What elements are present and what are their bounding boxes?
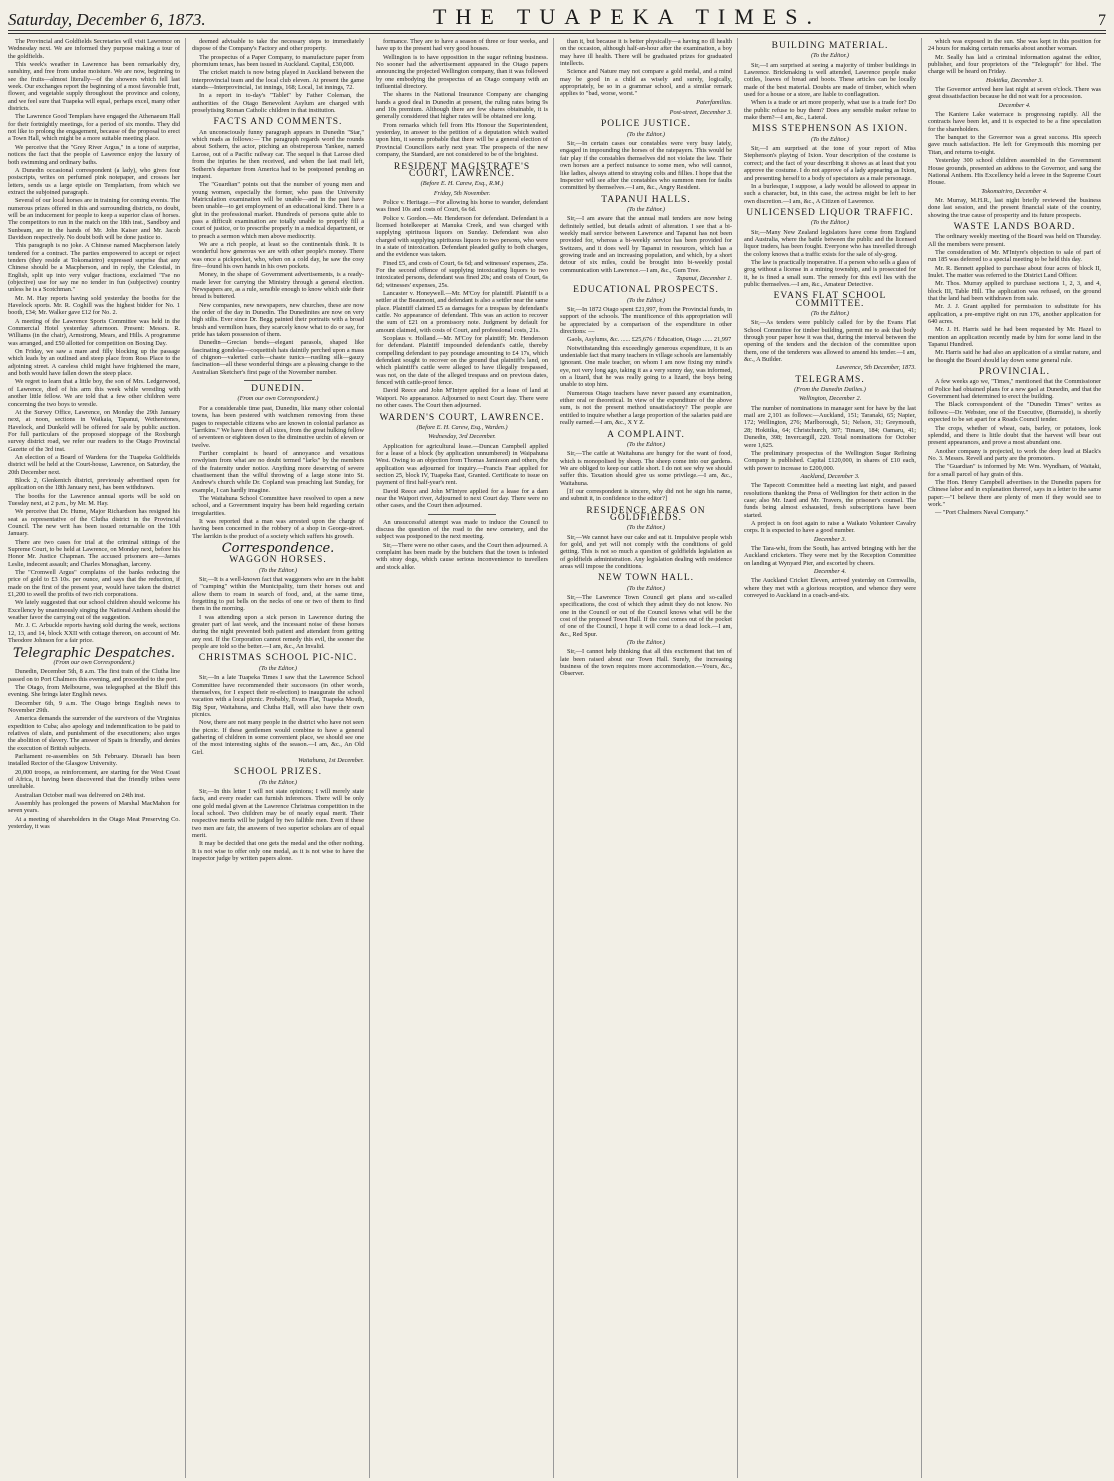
article-paragraph: The Tara-whi, from the South, has arrived bringing with her the Auckland cricketers. They were met by the Reception Committee on landing at Wynyard Pier, and escorted by cheers. (744, 544, 916, 567)
article-paragraph: Wellington is to have opposition in the sugar refining business. No sooner had the advertisement appeared in the Otago papers announcing the projected Wellington company, than it was followed by one embodying the prospectus of an Otago company with an influential directory. (376, 53, 548, 91)
section-subheading: Wednesday, 3rd December. (428, 433, 496, 441)
article-paragraph: This paragraph is no joke. A Chinese named Macpherson lately tendered for a contract. The parties empowered to accept or reject tenders (they reside at Tokomairiro) expressed surprise that any Chinese should be a Macpherson, and in reply, the Celestial, in English, split up into very vulgar fractions, exclaimed "I'se no (objective) use for say me no tender in fun (subjective) country unless he is a Scotchman." (8, 242, 180, 294)
article-paragraph: Sir,—There were no other cases, and the Court then adjourned. A complaint has been made by the butchers that the town is infested with stray dogs, which cause serious inconvenience to travellers and stock alike. (376, 541, 548, 571)
column-5 (744, 38, 922, 1478)
section-heading: FACTS AND COMMENTS. (213, 117, 343, 128)
article-paragraph: Dunedin, December 5th, 8 a.m. The first train of the Clutha line passed on to Port Chalmers this evening, and proceeded to the port. (8, 668, 180, 683)
article-paragraph: Application for agricultural lease.—Duncan Campbell applied for a lease of a block (by application unnumbered) in Waipahuna West. Owing to an objection from Thomas Jamieson and others, the application was adjourned for inquiry.—Francis Fear applied for section 25, block IV, Tuapeka East, Granted. Certificate to issue on payment of first half-year's rent. (376, 442, 548, 487)
section-subheading: (To the Editor.) (626, 524, 666, 532)
signature-line: Lawrence, 5th December, 1873. (836, 364, 916, 372)
article-paragraph: The consideration of Mr. M'Intyre's objection to sale of part of run 185 was deferred to a special meeting to be held this day. (928, 248, 1101, 264)
article-paragraph: Mr. J. H. Harris said he had been requested by Mr. Hazel to mention an application recently made by him for some land in the Tapanui Hundred. (928, 326, 1101, 349)
section-heading: NEW TOWN HALL. (597, 573, 695, 584)
article-paragraph: The Auckland Cricket Eleven, arrived yesterday on Cornwallis, where they met with a glorious reception, and whence they were conveyed to Auckland in a coach-and-six. (744, 577, 916, 600)
article-paragraph: The Provincial and Goldfields Secretaries will visit Lawrence on Wednesday next. We are informed they purpose making a tour of the goldfields. (8, 38, 180, 60)
section-heading: SCHOOL PRIZES. (233, 767, 323, 778)
section-subheading: (To the Editor.) (810, 310, 850, 317)
article-paragraph: The "Cromwell Argus" complains of the banks reducing the price of gold to £3 10s. per ounce, and says that the reduction, if made on the first of the present year, would have taken the district £1,200 to swell the profits of two rich corporations. (8, 569, 180, 599)
article-paragraph: We lately suggested that our school children should welcome his Excellency by unanimously singing the National Anthem should the weather favor the carrying out of the suggestion. (8, 599, 180, 622)
article-paragraph: Sir,—The cattle at Waitahuna are hungry for the want of food, which is monopolised by sheep. The sheep come into our gardens. We are obliged to keep our cattle short. I do not see why we should suffer this. Taxation should give us some privilege.—I am, &c., Waitahuna. (560, 450, 732, 487)
article-paragraph: In a burlesque, I suppose, a lady would be allowed to appear in such a character, but, in this case, the actress might be left to her own discretion.—I am, &c., A Citizen of Lawrence. (744, 182, 916, 205)
article-paragraph: Notwithstanding this exceedingly generous expenditure, it is an undeniable fact that many teachers in village schools are lamentably ignorant. One male teacher, on whom I am now fixing my mind's eye, not very long ago, taking it as a very sunny day, was informed, on a lizard, that he was really going to a lizard, the boys being unable to stop him. (560, 344, 732, 389)
article-paragraph: Mr. J. J. Grant applied for permission to substitute for his application, a pre-emptive right on run 176, another application for 640 acres. (928, 303, 1101, 326)
article-paragraph: Sir,—I am aware that the annual mail tenders are now being definitely settled, but details admit of alteration. I see that a bi-weekly mail service between Lawrence and Tapanui has not been provided for, whereas a bi-weekly service has been provided for Switzers, and it does well by Tapanui in resources, which has a growing trade and an increasing population, and which, by a short detour of six miles, could be brought into bi-weekly postal communication with Lawrence.—I am, &c., Gum Tree. (560, 215, 732, 274)
section-divider (428, 514, 497, 515)
article-paragraph: Block 2, Glenkenich district, previously advertised open for application on the 18th January next, has been withdrawn. (8, 476, 180, 492)
article-paragraph: An unconsciously funny paragraph appears in Dunedin "Star," which reads as follows:— The paragraph regards word the rounds about Sothern, the actor, pitching an obstreperous Yankee, named Larose, out of a Pacific railway car. The sequel is that Larose died from the injuries he then received, and when the last mail left, Sothern's departure from America had to be postponed pending an inquest. (192, 128, 364, 180)
article-paragraph: Australian October mail was delivered on 24th inst. (15, 791, 146, 799)
article-paragraph: Fined £5, and costs of Court, 6s 6d; and witnesses' expenses, 25s. For the second offence of supplying intoxicating liquors to two intoxicated persons, defendant was fined 20s; and costs of Court, 6s 6d; witnesses' expenses, 25s. (376, 259, 549, 289)
article-paragraph: than it, but because it is better physically—a having no ill health on the occasion, although half-an-hour after the examination, a boy may have ill health. There will be graduated prizes for graduated intellects. (560, 38, 732, 68)
article-paragraph: formance. They are to have a season of three or four weeks, and have up to the present had very good houses. (376, 38, 548, 53)
article-paragraph: deemed advisable to take the necessary steps to immediately dispose of the Company's Factory and other property. (192, 38, 364, 53)
article-paragraph: The cricket match is now being played in Auckland between the interprovincial team and the local club eleven. At present the game stands—Interprovincial, 1st innings, 168; Local, 1st innings, 72. (192, 69, 364, 92)
article-paragraph: Sir,—In this letter I will not state opinions; I will merely state facts, and every reader can furnish inferences. There will be only one gold medal given at the Lawrence Christmas competition in the local school. Two children may be of nearly equal merit. Their respective merits will be judged by two fallible men. Even if these two men are fair, the answers of two superior scholars are of equal merit. (192, 787, 364, 840)
article-paragraph: At the Survey Office, Lawrence, on Monday the 29th January next, at noon, sections in Waikaia, Tapanui, Wetherstones, Havelock, and Dunkeld will be offered for sale by public auction. For full particulars of the proposed stoppage of the Roxburgh survey district road, we refer our readers to the Otago Provincial Gazette of the 3rd inst. (8, 408, 180, 453)
section-subheading: Wellington, December 2. (798, 395, 862, 403)
section-heading: WAGGON HORSES. (229, 555, 327, 566)
signature-line: Paterfamilias. (696, 98, 732, 106)
article-paragraph: Mr. Harris said he had also an application of a similar nature, and he thought the Board should lay down some general rule. (928, 349, 1101, 364)
section-heading: EVANS FLAT SCHOOL COMMITTEE. (773, 291, 887, 309)
article-paragraph: Numerous Otago teachers have never passed any examination, either oral or theoretical. In view of the expenditure of the above sum, is not the present method unsatisfactory? The people are entitled to inquire whether a large proportion of the salaries paid are really earned.—I am, &c., X Y Z. (560, 389, 732, 427)
article-paragraph: Sir,—As tenders were publicly called for by the Evans Flat School Committee for timber building, permit me to ask that body through your paper how it was that, during the interval between the opening of the tenders and the decision of the committee upon them, one of the tenderers was allowed to amend his tender.—I am, &c., A Builder. (744, 319, 916, 364)
signature-line: Waitahuna, 1st December. (298, 756, 364, 764)
article-paragraph: Money, in the shape of Government advertisements, is a ready-made lever for carrying the Ministry through a general election. Newspapers are, as a rule, sensible enough to know which side their bread is buttered. (192, 271, 364, 301)
section-subheading: (From the Dunedin Dailies.) (794, 386, 866, 394)
article-paragraph: Mr. Thos. Murray applied to purchase sections 1, 2, 3, and 4, block III, Table Hill. The application was refused, on the ground that the land had been withdrawn from sale. (928, 280, 1101, 302)
article-paragraph: It may be decided that one gets the medal and the other nothing. It is not wise to offer only one medal, as it is not wise to have the inspector judge by written papers alone. (192, 840, 364, 863)
column-6 (928, 38, 1106, 1478)
article-paragraph: The ordinary weekly meeting of the Board was held on Thursday. All the members were present. (928, 233, 1101, 248)
article-paragraph: Sir,—Many New Zealand legislators have come from England and Australia, where the battle between the public and the licensed liquor traders, has been fought. Everyone who has travelled through the colony knows that a traffic exists for the sale of sly-grog. (744, 228, 916, 258)
article-paragraph: A Dunedin occasional correspondent (a lady), who gives four postscripts, writes on perfumed pink notepaper, and crosses her letters, sends us a large epistle on Templarism, from which we extract the subjoined paragraph. (8, 166, 180, 196)
article-paragraph: Mr. J. C. Arbuckle reports having sold during the week, sections 12, 13, and 14, block XXII with cottage thereon, on account of Mr. Theodore Johnson for a fair price. (8, 622, 180, 645)
article-paragraph: The booths for the Lawrence annual sports will be sold on Tuesday next, at 2 p.m., by Mr. M. Hay. (8, 492, 180, 507)
article-paragraph: 20,000 troops, as reinforcement, are starting for the West Coast of Africa, it having been discovered that the friendly tribes were unreliable. (8, 768, 180, 791)
section-subheading: December 3. (813, 535, 847, 543)
article-paragraph: This week's weather in Lawrence has been remarkably dry, sunshiny, and free from undue moisture. We are now, beginning to see the fruits—almost literally—of the showers which fell last week. Our exchanges report the beginning of a most favorable fruit, flower, and vegetable supply throughout the province and colony, and we feel sure that Tuapeka will equal, perhaps excel, many other districts. (8, 61, 180, 113)
article-paragraph: We perceive that the "Grey River Argus," in a tone of surprise, notices the fact that the people of Lawrence enjoy the luxury of both swimming and ordinary baths. (8, 143, 180, 166)
article-paragraph: Sir,—In a late Tuapeka Times I saw that the Lawrence School Committee have recommended their successors (in other words, themselves, for I expect their re-election) to inaugurate the school vacation with a local picnic. Probably, Evans Flat, Tuapeka Mouth, Big Spur, Waitahuna, and Clutha Hall, will also have their own picnics. (192, 674, 364, 718)
section-subheading: (To the Editor.) (810, 52, 850, 60)
section-heading: UNLICENSED LIQUOR TRAFFIC. (746, 207, 914, 218)
article-paragraph: Science and Nature may not compare a gold medal, and a mind may be good in a child as wisely and surely, logically, appropriately, be so in a grammar school, and a similar remark applies to "bad, worse, worst." (560, 68, 732, 98)
section-heading: EDUCATIONAL PROSPECTS. (573, 285, 719, 296)
article-paragraph: Another company is projected, to work the deep lead at Black's No. 3. Messrs. Revell and party are the promoters. (928, 447, 1101, 462)
section-heading: POLICE JUSTICE. (601, 119, 691, 130)
column-2 (192, 38, 370, 1478)
section-heading: PROVINCIAL. (979, 367, 1050, 378)
article-paragraph: The law is practically inoperative. If a person who sells a glass of grog without a license in a mining township, and is prosecuted for it, he is fined a small sum. The remedy for this evil lies with the public themselves.—I am, &c., Amateur Detective. (744, 258, 916, 288)
article-paragraph: Lancaster v. Honeywell.—Mr. M'Coy for plaintiff. Plaintiff is a settler at the Beaumont, and defendant is also a settler near the same place. Plaintiff claimed £5 as damages for a trespass by defendant's cattle. No appearance of defendant. This was an action to recover the sum of £21 on a promissory note. Judgment by default for amount claimed, with costs of Court, and professional costs, 21s. (376, 290, 548, 334)
article-paragraph: An election of a Board of Wardens for the Tuapeka Goldfields district will be held at the Court-house, Lawrence, on Saturday, the 20th December next. (8, 453, 180, 476)
article-paragraph: Several of our local horses are in training for coming events. The numerous prizes offered in this and surrounding districts, no doubt, will be an inducement for people to keep a superior class of horses. The competitors to run in the match on the 18th inst., Sandboy and Sunbeam, are in the hands of Mr. John Kaiser and Mr. Jacob Davidson respectively. No doubt both will be done justice to. (8, 197, 180, 241)
article-paragraph: For a considerable time past, Dunedin, like many other colonial towns, has been pestered with watchmen removing from these pages to respectable citizens who are known in colonial parlance as "larrikins." We have them of all sizes, from the great hulking fellow of seventeen or eighteen down to the diminutive urchin of eleven or twelve. (192, 404, 364, 449)
article-paragraph: An unsuccessful attempt was made to induce the Council to discuss the question of the road to the new cemetery, and the subject was postponed to the next meeting. (376, 518, 548, 541)
masthead (8, 6, 1106, 31)
masthead-rule (8, 33, 1106, 34)
article-paragraph: I was attending upon a sick person in Lawrence during the greater part of last week, and the incessant noise of these horses during the night prevented both patient and attendant from getting any rest. If the Corporation cannot remedy this evil, the sooner the people are told so the better.—I am, &c., An Invalid. (192, 613, 364, 651)
article-paragraph: Mr. Murray, M.H.R., last night briefly reviewed the business done last session, and the present financial state of the country, showing the true cause of prosperity and its future prospects. (928, 196, 1101, 219)
article-paragraph: America demands the surrender of the survivors of the Virginius expedition to Cuba; also apology and indemnification to be paid to relatives of slain, and punishment of the executioners; also urges the abolition of slavery. The answer of Spain is friendly, and denies the execution of British subjects. (8, 715, 180, 752)
section-heading: WASTE LANDS BOARD. (953, 221, 1076, 232)
section-subheading: (To the Editor.) (626, 584, 666, 592)
article-paragraph: Dunedin—Grecian bends—elegant parasols, shaped like fascinating gondolas—coquettish hats daintily perched upon a mass of chignon—valerted curls—chaste tunics—rustling silk—gauzy fascination—all these wonderful things are a pleasing change to the Australian Sketcher's first page of the November number. (192, 339, 364, 376)
article-paragraph: David Reece and John M'Intyre applied for a lease of land at Waipori. No appearance. Adjourned to next Court day. There were no other cases. The Court then adjourned. (376, 387, 548, 410)
section-heading-large: Telegraphic Despatches. (13, 645, 175, 661)
column-1 (8, 38, 186, 1478)
article-paragraph: Yesterday 300 school children assembled in the Government House grounds, presented an address to the Governor, and sang the National Anthem. His Excellency held a levee in the Supreme Court House. (928, 157, 1101, 187)
section-heading: MISS STEPHENSON AS IXION. (752, 124, 908, 135)
article-paragraph: Parliament re-assembles on 5th February. Disraeli has been installed Rector of the Glasgow University. (8, 752, 180, 768)
section-subheading: (To the Editor.) (626, 296, 666, 304)
section-subheading: (To the Editor.) (626, 205, 666, 213)
article-paragraph: The "Guardian" points out that the number of young men and young women, especially the former, who pass the University Matriculation examination will be unable—and in the past have been unable—to get employment of an educational kind. There is a glut in the professional market. Hundreds of persons quite able to pass a difficult examination are totally unable to properly fill a court of justice, or to prescribe properly in a medical department, or to preach a sermon which men above mediocrity. (192, 181, 364, 240)
article-paragraph: There are two cases for trial at the criminal sittings of the Supreme Court, to be held at Lawrence, on Monday next, before his Honor Mr. Justice Chapman. The accused prisoners are—James Leslie, indecent assault; and Charles Monaghan, larceny. (8, 538, 180, 568)
section-subheading: (To the Editor.) (258, 664, 298, 672)
article-paragraph: Police v. Heritage.—For allowing his horse to wander, defendant was fined 10s and costs of Court, 6s 6d. (376, 198, 548, 214)
article-paragraph: A few weeks ago we, "Times," mentioned that the Commissioner of Police had obtained plans for a new gaol at Dunedin, and that the Government had determined to erect the building. (928, 378, 1101, 401)
section-subheading: (To the Editor.) (258, 778, 298, 786)
article-paragraph: From remarks which fell from His Honour the Superintendent, yesterday, in answer to the petition of a deputation which waited upon him, it seems probable that there will be a general election of Provincial Councillors early next year. The prospects of the new company, the Standard, are not considered to be of the brightest. (376, 121, 548, 159)
article-paragraph: We perceive that Dr. Hume, Major Richardson has resigned his seat as representative of the Clutha district in the Provincial Council. The new writ has been issued returnable on the 10th January. (8, 508, 180, 538)
article-paragraph: The Tapecott Committee held a meeting last night, and passed resolutions thanking the Press of Wellington for their action in the case; also Mr. Izard and Mr. Travers, the prisoner's counsel. The funds being almost exhausted, fresh subscriptions have been started. (744, 482, 916, 519)
section-divider (244, 380, 313, 381)
section-subheading: Friday, 5th November. (433, 189, 491, 197)
section-heading: CHRISTMAS SCHOOL PIC-NIC. (198, 653, 358, 664)
section-subheading: (To the Editor.) (810, 219, 850, 227)
article-paragraph: Sir,—I am surprised at the tone of your report of Miss Stephenson's playing of Ixion. Your description of the costume is correct; and the fact of your describing it shows as at least that you approve the costume. I do not approve of a lady appearing as Ixion, and presenting herself to a body of spectators as a male personage. (744, 145, 916, 182)
article-paragraph: The Kaniere Lake waterrace is progressing rapidly. All the contracts have been let, and it is expected to be a fine speculation for the shareholders. (928, 111, 1101, 133)
section-subheading: (To the Editor.) (258, 566, 298, 574)
article-paragraph: The number of nominations in manager sent for have by the last mail are 2,101 as follows:—Auckland, 151; Taranaki, 65; Napier, 172; Wellington, 276; Marlborough, 51; Nelson, 31; Greymouth, 28; Hokitika, 64; Christchurch, 307; Timaru, 184; Oamaru, 41; Dunedin, 398; Invercargill, 220. Total nominations for October were 1,625. (744, 404, 916, 449)
article-paragraph: David Reece and John M'Intyre applied for a lease for a dam near the Waipori river, Adjourned to next Court day. There were no other cases, and the Court then adjourned. (376, 487, 548, 510)
columns (8, 38, 1106, 1478)
article-paragraph: Now, there are not many people in the district who have not seen the picnic. If these gentlemen would combine to have a general gathering of children in some convenient place, we should see one of the most interesting sights of the season.—I am, &c., An Old Girl. (192, 719, 364, 756)
section-subheading: (Before E. H. Carew, Esq., Warden.) (416, 423, 508, 431)
article-paragraph: The banquet to the Governor was a great success. His speech gave much satisfaction. He left for Greymouth this morning per Titan, and returns to-night. (928, 134, 1101, 156)
section-subheading: (From our own Correspondent.) (53, 658, 135, 666)
section-heading: DUNEDIN. (251, 384, 305, 395)
section-subheading: December 4. (998, 101, 1031, 109)
section-heading: TELEGRAMS. (795, 374, 865, 385)
article-paragraph: We are a rich people, at least so the continentals think. It is wonderful how generous we are with other people's money. There was once a pickpocket, who, when on a cold day, he saw the cosy fire—found his own hands in his own pockets. (192, 240, 364, 270)
article-paragraph: The Waitahuna School Committee have resolved to open a new school, and a Government inquiry has been held regarding certain irregularities. (192, 494, 364, 517)
article-paragraph: [If our correspondent is sincere, why did not he sign his name, and submit it, in confidence to the editor?] (560, 487, 732, 503)
section-subheading: December 4. (813, 568, 847, 575)
section-heading: RESIDENT MAGISTRATE'S COURT, LAWRENCE. (393, 161, 531, 179)
article-paragraph: The prospectus of a Paper Company, to manufacture paper from phormium tenax, has been issued in Auckland. Capital, £30,000. (192, 53, 364, 69)
article-paragraph: In a report in to-day's "Tablet" by Father Coleman, the authorities of the Otago Benevolent Asylum are charged with proselytising Roman Catholic children in that institution. (192, 92, 364, 115)
article-paragraph: Mr. M. Hay reports having sold yesterday the booths for the Havelock sports. Mr. R. Coghill was the highest bidder for No. 1 booth, £34; Mr. Walker gave £12 for No. 2. (8, 294, 180, 317)
article-paragraph: A project is on foot again to raise a Waikato Volunteer Cavalry corps. It is expected to have a good number. (744, 519, 916, 535)
article-paragraph: Mr. R. Bennett applied to purchase about four acres of block II, Inulet. The matter was referred to the District Land Officer. (928, 264, 1101, 279)
article-paragraph: The Black correspondent of the "Dunedin Times" writes as follows:—Dr. Webster, one of the Executive, (Burnside), is shortly expected to be set apart for a Roads Council tender. (928, 401, 1101, 424)
section-subheading: Hokitika, December 3. (985, 76, 1043, 84)
article-paragraph: December 6th, 9 a.m. The Otago brings English news to November 29th. (8, 699, 180, 714)
article-paragraph: — "Port Chalmers Naval Company." (935, 509, 1029, 517)
article-paragraph: The crops, whether of wheat, oats, barley, or potatoes, look splendid, and there is little doubt that the harvest will bear out present appearances, and prove a most abundant one. (928, 424, 1101, 447)
section-subheading: (To the Editor.) (626, 440, 666, 448)
article-paragraph: Sir,—I cannot help thinking that all this excitement that ten of late been raised about our Town Hall. Surely, the increasing business of the town requires more accommodation.—Yours, &c., Observer. (560, 648, 732, 678)
section-heading-large: Correspondence. (221, 541, 335, 556)
article-paragraph: The Hon. Henry Campbell advertises in the Dunedin papers for Chinese labor and in explanation thereof, says in a letter to the same paper:—"I believe there are plenty of men if they would see to work." (928, 478, 1101, 508)
article-paragraph: The preliminary prospectus of the Wellington Sugar Refining Company is published. Capital £120,000, in shares of £10 each, with power to increase to £200,000. (744, 449, 916, 472)
signature-line: Post-street, December 3. (669, 109, 732, 117)
article-paragraph: The Lawrence Good Templars have engaged the Athenaeum Hall for their fortnightly meetings, for a period of six months. They did not like to prolong the engagement, because of the proposal to erect a Town Hall, which might be a more suitable meeting place. (8, 113, 180, 143)
column-4 (560, 38, 738, 1478)
article-paragraph: The "Guardian" is informed by Mr. Wm. Wyndham, of Waitaki, for a small parcel of hay grain of this. (928, 463, 1101, 478)
section-heading: WARDEN'S COURT, LAWRENCE. (379, 412, 545, 423)
section-heading: BUILDING MATERIAL. (771, 41, 889, 51)
section-heading: RESIDENCE AREAS ON GOLDFIELDS. (586, 505, 706, 523)
section-heading: TAPANUI HALLS. (601, 194, 691, 205)
article-paragraph: It was reported that a man was arrested upon the charge of having been concerned in the robbery of a shop in George-street. The larrikin is the product of a society which suffers his growth. (192, 517, 364, 540)
article-paragraph: Sir,—We cannot have our cake and eat it. Impulsive people wish for gold, and yet will not comply with the conditions of gold getting. This is not so much a question of goldfields legislation as of goldfields administration. Any legislation dealing with residence areas will impose the conditions. (560, 533, 732, 570)
page-number: 7 (1098, 12, 1106, 29)
article-paragraph: Sir,—It is a well-known fact that waggoners who are in the habit of "camping" within the Municipality, turn their horses out and allow them to roam in search of food, and, at the same time, forgetting to put bells on the necks of one or two of them to find them in the morning. (192, 576, 364, 613)
article-paragraph: Scoplaus v. Holland.—Mr. M'Coy for plaintiff; Mr. Henderson for defendant. Plaintiff impounded defendant's cattle, thereby compelling defendant to pay poundage amounting to £4 17s, which defendant sought to recover on the ground that plaintiff's land, on which plaintiff's cattle were alleged to have illegally trespassed, was not, on the date of the alleged trespass and on previous dates, fenced with cattle-proof fence. (376, 335, 548, 387)
article-paragraph: Assembly has prolonged the powers of Marshal MacMahon for seven years. (8, 800, 180, 815)
article-paragraph: Mr. Seally has laid a criminal information against the editor, publisher, and four proprietors of the "Telegraph" for libel. The charge will be heard on Friday. (928, 53, 1101, 76)
article-paragraph: Further complaint is heard of annoyance and vexatious rowdyism from what are no doubt termed "larks" by the members of the fraternity under notice. Anything more deserving of severe chastisement than the wilful throwing of a large stone into St. Andrew's church while Dr. Copland was preaching last Sunday, for example, I can hardly imagine. (192, 449, 364, 494)
section-subheading: (To the Editor.) (626, 130, 666, 138)
newspaper-title: THE TUAPEKA TIMES. (433, 4, 821, 29)
article-paragraph: We regret to learn that a little boy, the son of Mrs. Ledgerwood, of Lawrence, died of his arm this week while wrestling with another little fellow. We are told that a few other children were concerning the two boys to wrestle. (8, 378, 180, 408)
article-paragraph: A meeting of the Lawrence Sports Committee was held in the Commercial Hotel yesterday afternoon. Present: Messrs. R. Williams (in the chair), Armstrong, Mears, and Hills. A programme was arranged, and £50 allotted for competition on Boxing Day. (8, 317, 180, 347)
section-subheading: (To the Editor.) (626, 639, 666, 647)
article-paragraph: On Friday, we saw a mare and filly blocking up the passage which leads by an outlined and steep place from Ross Place to the adjoining street. A careless child might have frightened the mare, and both would have fallen down the steep place. (8, 348, 180, 378)
article-paragraph: which was exposed in the sun. She was kept in this position for 24 hours for making certain remarks about another woman. (928, 38, 1101, 53)
section-subheading: (From our own Correspondent.) (237, 395, 319, 403)
section-subheading: (To the Editor.) (810, 135, 850, 143)
article-paragraph: Gaols, Asylums, &c. ...... £25,676 / Education, Otago ...... 21,997 (567, 336, 732, 344)
section-heading: A COMPLAINT. (607, 429, 685, 440)
article-paragraph: At a meeting of shareholders in the Otago Meat Preserving Co. yesterday, it was (8, 815, 180, 831)
section-subheading: Tokomairiro, December 4. (981, 187, 1048, 195)
section-subheading: (Before E. H. Carew, Esq., R.M.) (420, 180, 504, 188)
article-paragraph: Sir,—I am surprised at seeing a majority of timber buildings in Lawrence. Brickmaking is well attended, Lawrence people make cottles, loaves of bread and boots. These articles can be locally made of the best material. Doubts are made of timber, which when used for a house or a store, are liable to conflagration. (744, 61, 916, 99)
article-paragraph: Sir,—In certain cases our constables were very busy lately, engaged in impounding the horses of the ratepayers. This would be fair play if the constables themselves did not violate the law. Their own horses are a perfect nuisance to some men, who will cannot, like ladies, always attend to straying colts and fillies. I hope that the Inspector will see after the constables who summon men for faults committed by themselves.—I am, &c., Angry Resident. (560, 140, 732, 192)
column-3 (376, 38, 554, 1478)
article-paragraph: When is a trade or art more properly, what use is a trade for? Do the public refuse to buy them? Does any sensible maker refuse to make them?—I am, &c., Lateral. (744, 99, 916, 122)
article-paragraph: The shares in the National Insurance Company are changing hands a good deal in Dunedin at present, the ruling rates being 9s and 10s premium. Although there are few shares obtainable, it is generally considered that higher rates will be obtained ere long. (376, 91, 548, 121)
article-paragraph: The Otago, from Melbourne, was telegraphed at the Bluff this evening. She brings later English news. (8, 683, 180, 699)
signature-line: Tapanui, December 1. (676, 274, 732, 282)
section-subheading: Auckland, December 3. (800, 472, 860, 480)
article-paragraph: New companies, new newspapers, new churches, these are now the order of the day in Dunedin. The Dunedinites are now on very high stilts. Ever since Dr. Begg painted their portraits with a broad brush and vermilion hues, they scarcely know what to do or say, for pride has taken possession of them. (192, 301, 364, 339)
article-paragraph: Sir,—The Lawrence Town Council get plans and so-called specifications, the cost of which they admit they do not know. No one in the Council or out of the Council knows what will be the cost of the proposed Town Hall. If the cost comes out of the pocket of one of the Council, I hope it will come to a dead lock.—I am, &c., Red Spur. (560, 594, 732, 638)
article-paragraph: The Governor arrived here last night at seven o'clock. There was great dissatisfaction because he did not wait for a procession. (928, 86, 1101, 101)
article-paragraph: Sir,—In 1872 Otago spent £21,997, from the Provincial funds, in support of the schools. The munificence of this appropriation will be appreciated by a comparison of the expenditure in other directions: — (560, 306, 732, 336)
article-paragraph: Police v. Gordon.—Mr. Henderson for defendant. Defendant is a licensed hotelkeeper at Manuka Creek, and was charged with supplying spirituous liquors on Sunday. Defendant was also charged with supplying spirituous liquors to two persons, who were in a state of intoxication. Defendant pleaded guilty to both charges, and the evidence was taken. (376, 214, 548, 259)
issue-date: Saturday, December 6, 1873. (8, 10, 206, 29)
